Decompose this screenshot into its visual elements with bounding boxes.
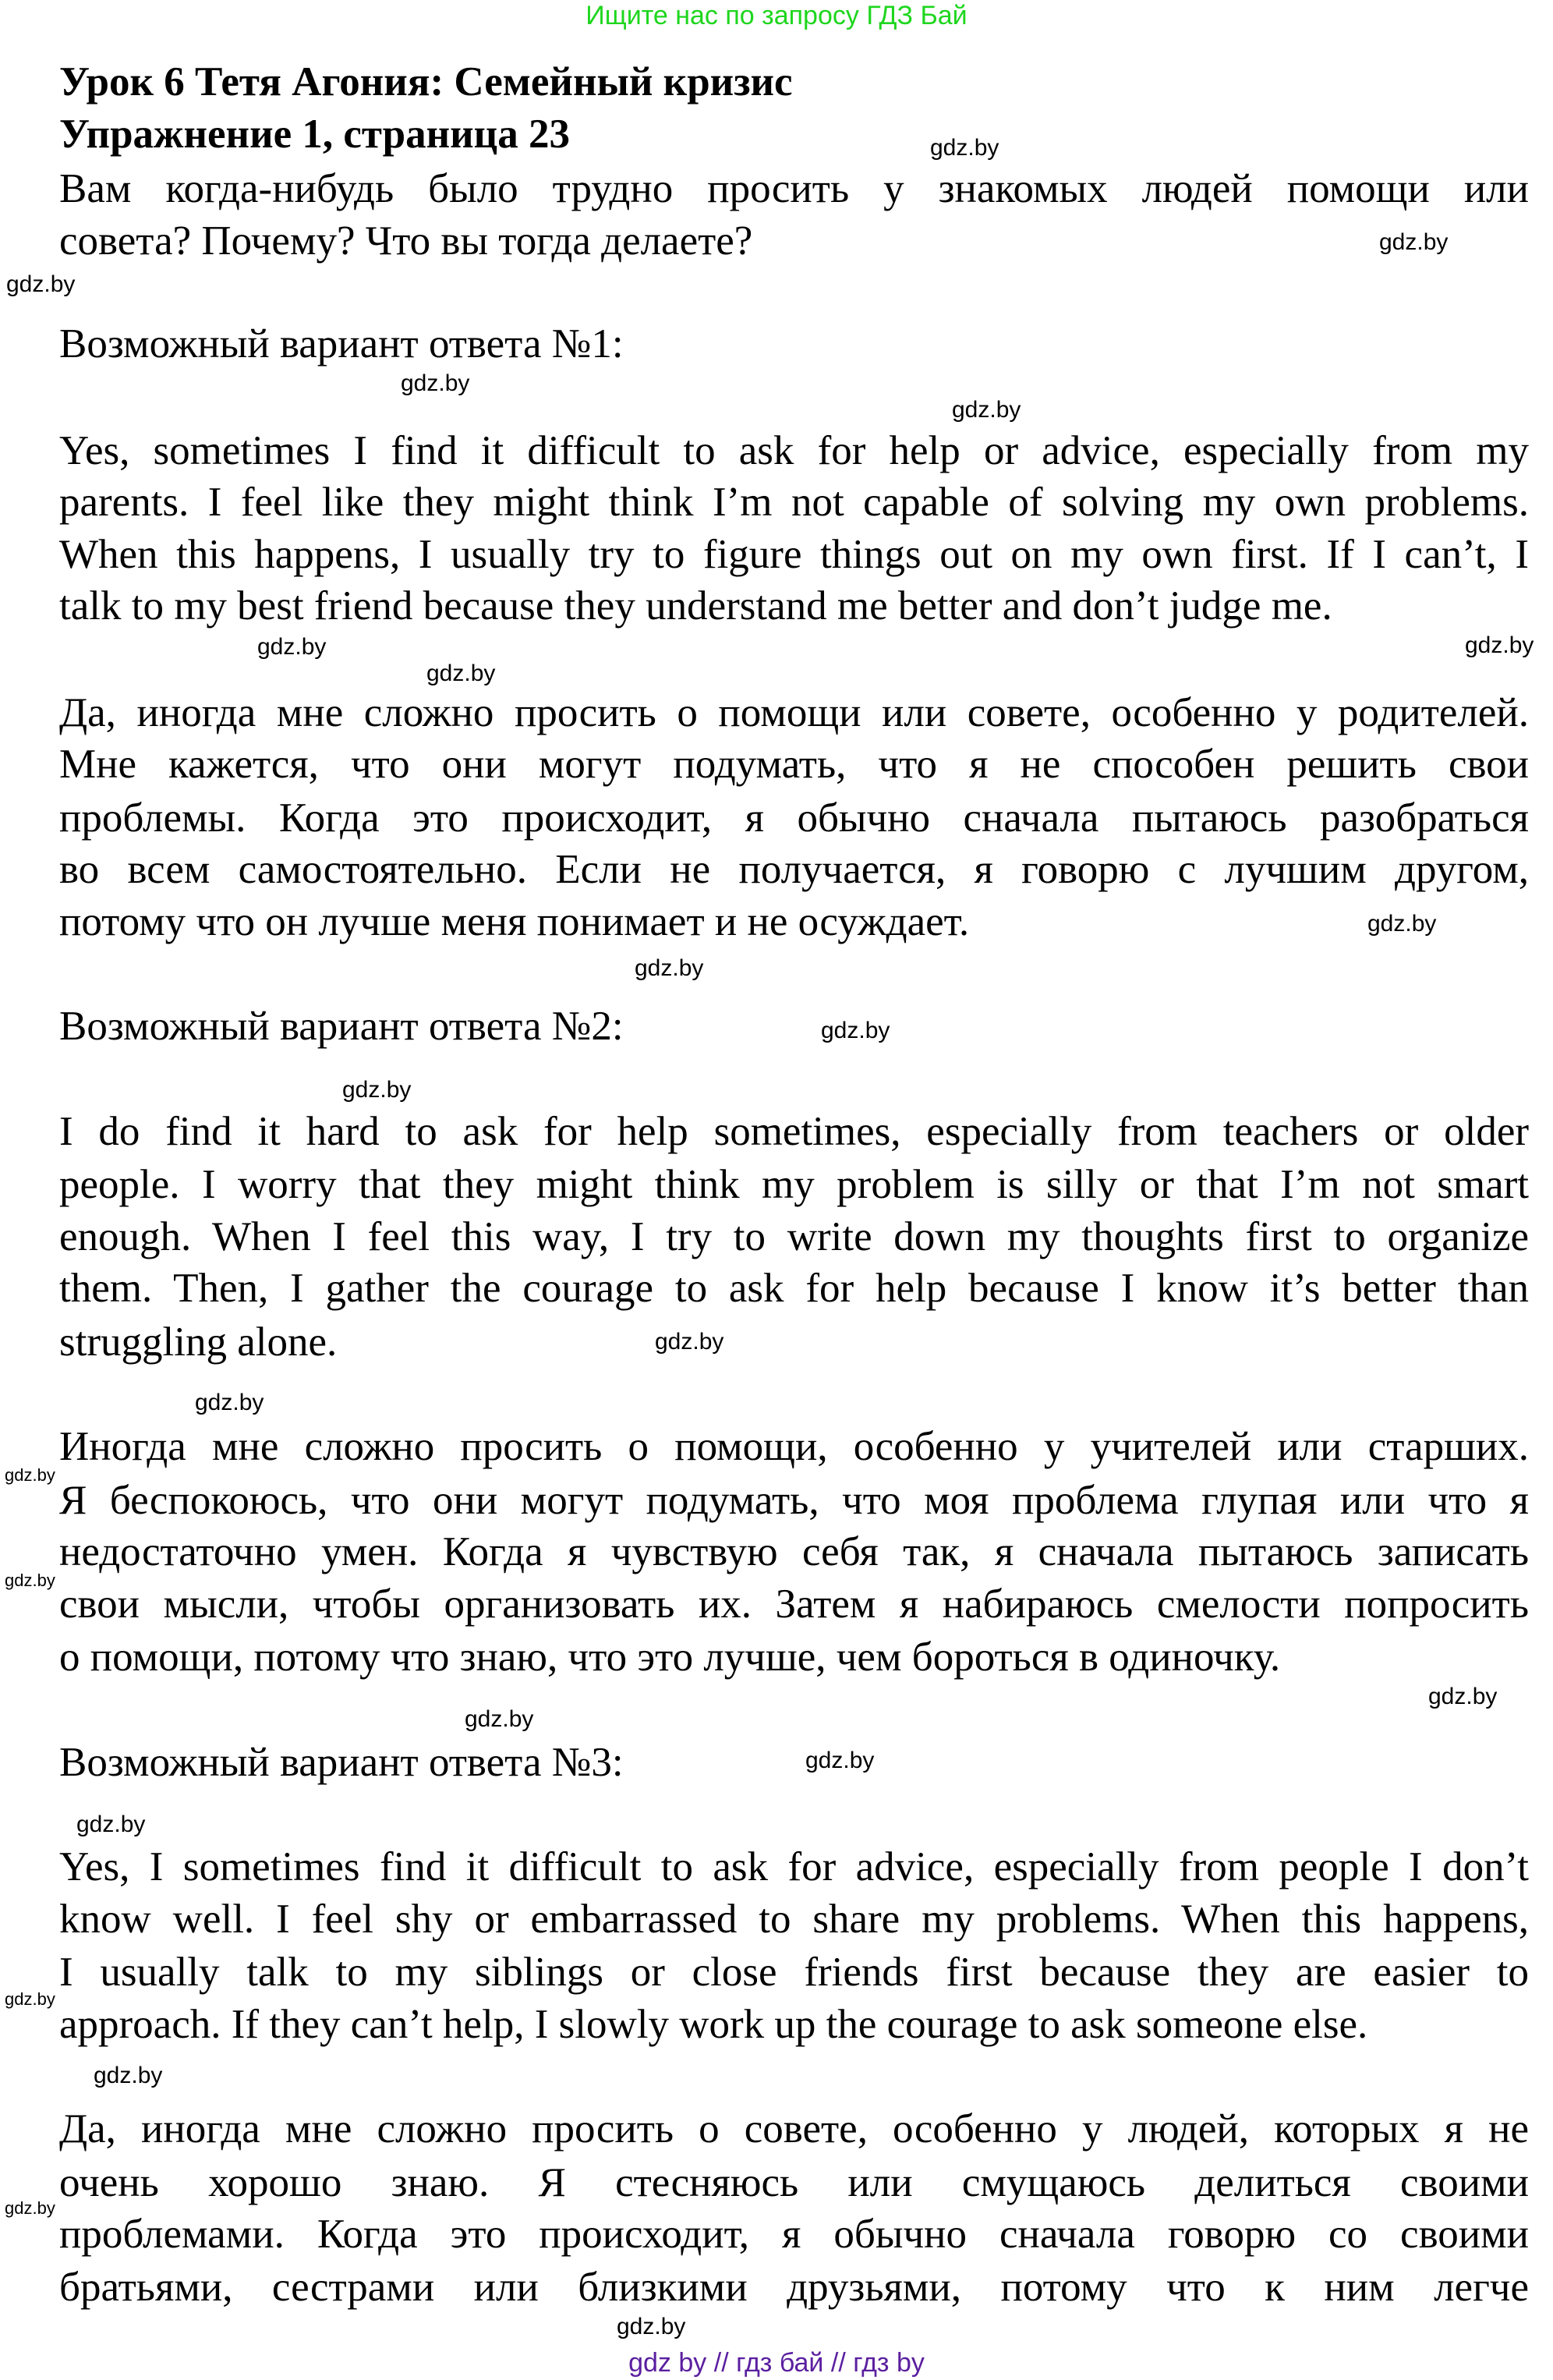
watermark: gdz.by: [805, 1748, 875, 1773]
russian-answer-line: Мне кажется, что они могут подумать, что я не способен решить свои: [59, 742, 1529, 787]
watermark: gdz.by: [1428, 1684, 1498, 1709]
russian-answer-line: о помощи, потому что знаю, что это лучше, чем бороться в одиночку.: [59, 1634, 1281, 1680]
watermark: gdz.by: [94, 2063, 163, 2088]
answer-heading: Возможный вариант ответа №1:: [59, 321, 624, 367]
english-answer-line: I do find it hard to ask for help sometimes, especially from teachers or older: [59, 1109, 1529, 1154]
english-answer-line: Yes, I sometimes find it difficult to ask for advice, especially from people I don’t: [59, 1844, 1529, 1889]
footer-links[interactable]: gdz by // гдз бай // гдз by: [628, 2348, 925, 2378]
watermark: gdz.by: [5, 2198, 55, 2218]
watermark: gdz.by: [401, 370, 470, 396]
russian-answer-line: проблемами. Когда это происходит, я обычно сначала говорю со своими: [59, 2212, 1529, 2257]
watermark: gdz.by: [617, 2314, 686, 2339]
watermark: gdz.by: [1367, 911, 1437, 937]
lesson-title: Урок 6 Тетя Агония: Семейный кризис: [59, 59, 793, 104]
english-answer-line: Yes, sometimes I find it difficult to ask for help or advice, especially from my: [59, 428, 1529, 473]
russian-answer-line: проблемы. Когда это происходит, я обычно сначала пытаюсь разобраться: [59, 795, 1529, 841]
question-line: Вам когда-нибудь было трудно просить у знакомых людей помощи или: [59, 166, 1529, 211]
english-answer-line: enough. When I feel this way, I try to write down my thoughts first to organize: [59, 1214, 1529, 1259]
answer-heading: Возможный вариант ответа №2:: [59, 1004, 624, 1049]
english-answer-line: approach. If they can’t help, I slowly work up the courage to ask someone else.: [59, 2002, 1368, 2047]
watermark: gdz.by: [465, 1706, 534, 1732]
answer-heading: Возможный вариант ответа №3:: [59, 1740, 624, 1785]
watermark: gdz.by: [6, 271, 76, 297]
russian-answer-line: недостаточно умен. Когда я чувствую себя так, я сначала пытаюсь записать: [59, 1529, 1529, 1574]
russian-answer-line: Да, иногда мне сложно просить о совете, особенно у людей, которых я не: [59, 2106, 1529, 2152]
watermark: gdz.by: [655, 1329, 724, 1355]
watermark: gdz.by: [5, 1989, 55, 2009]
russian-answer-line: братьями, сестрами или близкими друзьями, потому что к ним легче: [59, 2265, 1529, 2310]
watermark: gdz.by: [1379, 229, 1449, 255]
watermark: gdz.by: [195, 1390, 264, 1415]
watermark: gdz.by: [426, 661, 496, 686]
russian-answer-line: очень хорошо знаю. Я стесняюсь или смущаюсь делиться своими: [59, 2160, 1529, 2205]
watermark: gdz.by: [257, 634, 327, 660]
russian-answer-line: Да, иногда мне сложно просить о помощи или совете, особенно у родителей.: [59, 690, 1529, 735]
exercise-title: Упражнение 1, страница 23: [59, 112, 570, 157]
watermark: gdz.by: [5, 1465, 55, 1485]
english-answer-line: know well. I feel shy or embarrassed to share my problems. When this happens,: [59, 1897, 1529, 1942]
watermark: gdz.by: [76, 1812, 146, 1837]
english-answer-line: talk to my best friend because they understand me better and don’t judge me.: [59, 583, 1332, 629]
watermark: gdz.by: [930, 135, 999, 161]
russian-answer-line: Я беспокоюсь, что они могут подумать, что моя проблема глупая или что я: [59, 1478, 1529, 1523]
russian-answer-line: потому что он лучше меня понимает и не осуждает.: [59, 899, 970, 944]
watermark: gdz.by: [821, 1018, 890, 1043]
english-answer-line: people. I worry that they might think my problem is silly or that I’m not smart: [59, 1162, 1529, 1207]
english-answer-line: I usually talk to my siblings or close friends first because they are easier to: [59, 1950, 1529, 1995]
russian-answer-line: во всем самостоятельно. Если не получается, я говорю с лучшим другом,: [59, 847, 1529, 892]
english-answer-line: When this happens, I usually try to figure things out on my own first. If I can’t, I: [59, 532, 1529, 577]
watermark: gdz.by: [342, 1077, 412, 1103]
watermark: gdz.by: [635, 955, 704, 981]
english-answer-line: parents. I feel like they might think I’m not capable of solving my own problems.: [59, 480, 1529, 525]
russian-answer-line: свои мысли, чтобы организовать их. Затем я набираюсь смелости попросить: [59, 1581, 1529, 1627]
watermark: gdz.by: [5, 1571, 55, 1590]
russian-answer-line: Иногда мне сложно просить о помощи, особенно у учителей или старших.: [59, 1424, 1529, 1469]
english-answer-line: struggling alone.: [59, 1319, 338, 1365]
question-line: совета? Почему? Что вы тогда делаете?: [59, 218, 753, 264]
english-answer-line: them. Then, I gather the courage to ask for help because I know it’s better than: [59, 1266, 1529, 1311]
watermark: gdz.by: [952, 397, 1021, 423]
top-banner[interactable]: Ищите нас по запросу ГДЗ Бай: [585, 1, 968, 30]
watermark: gdz.by: [1465, 632, 1534, 658]
